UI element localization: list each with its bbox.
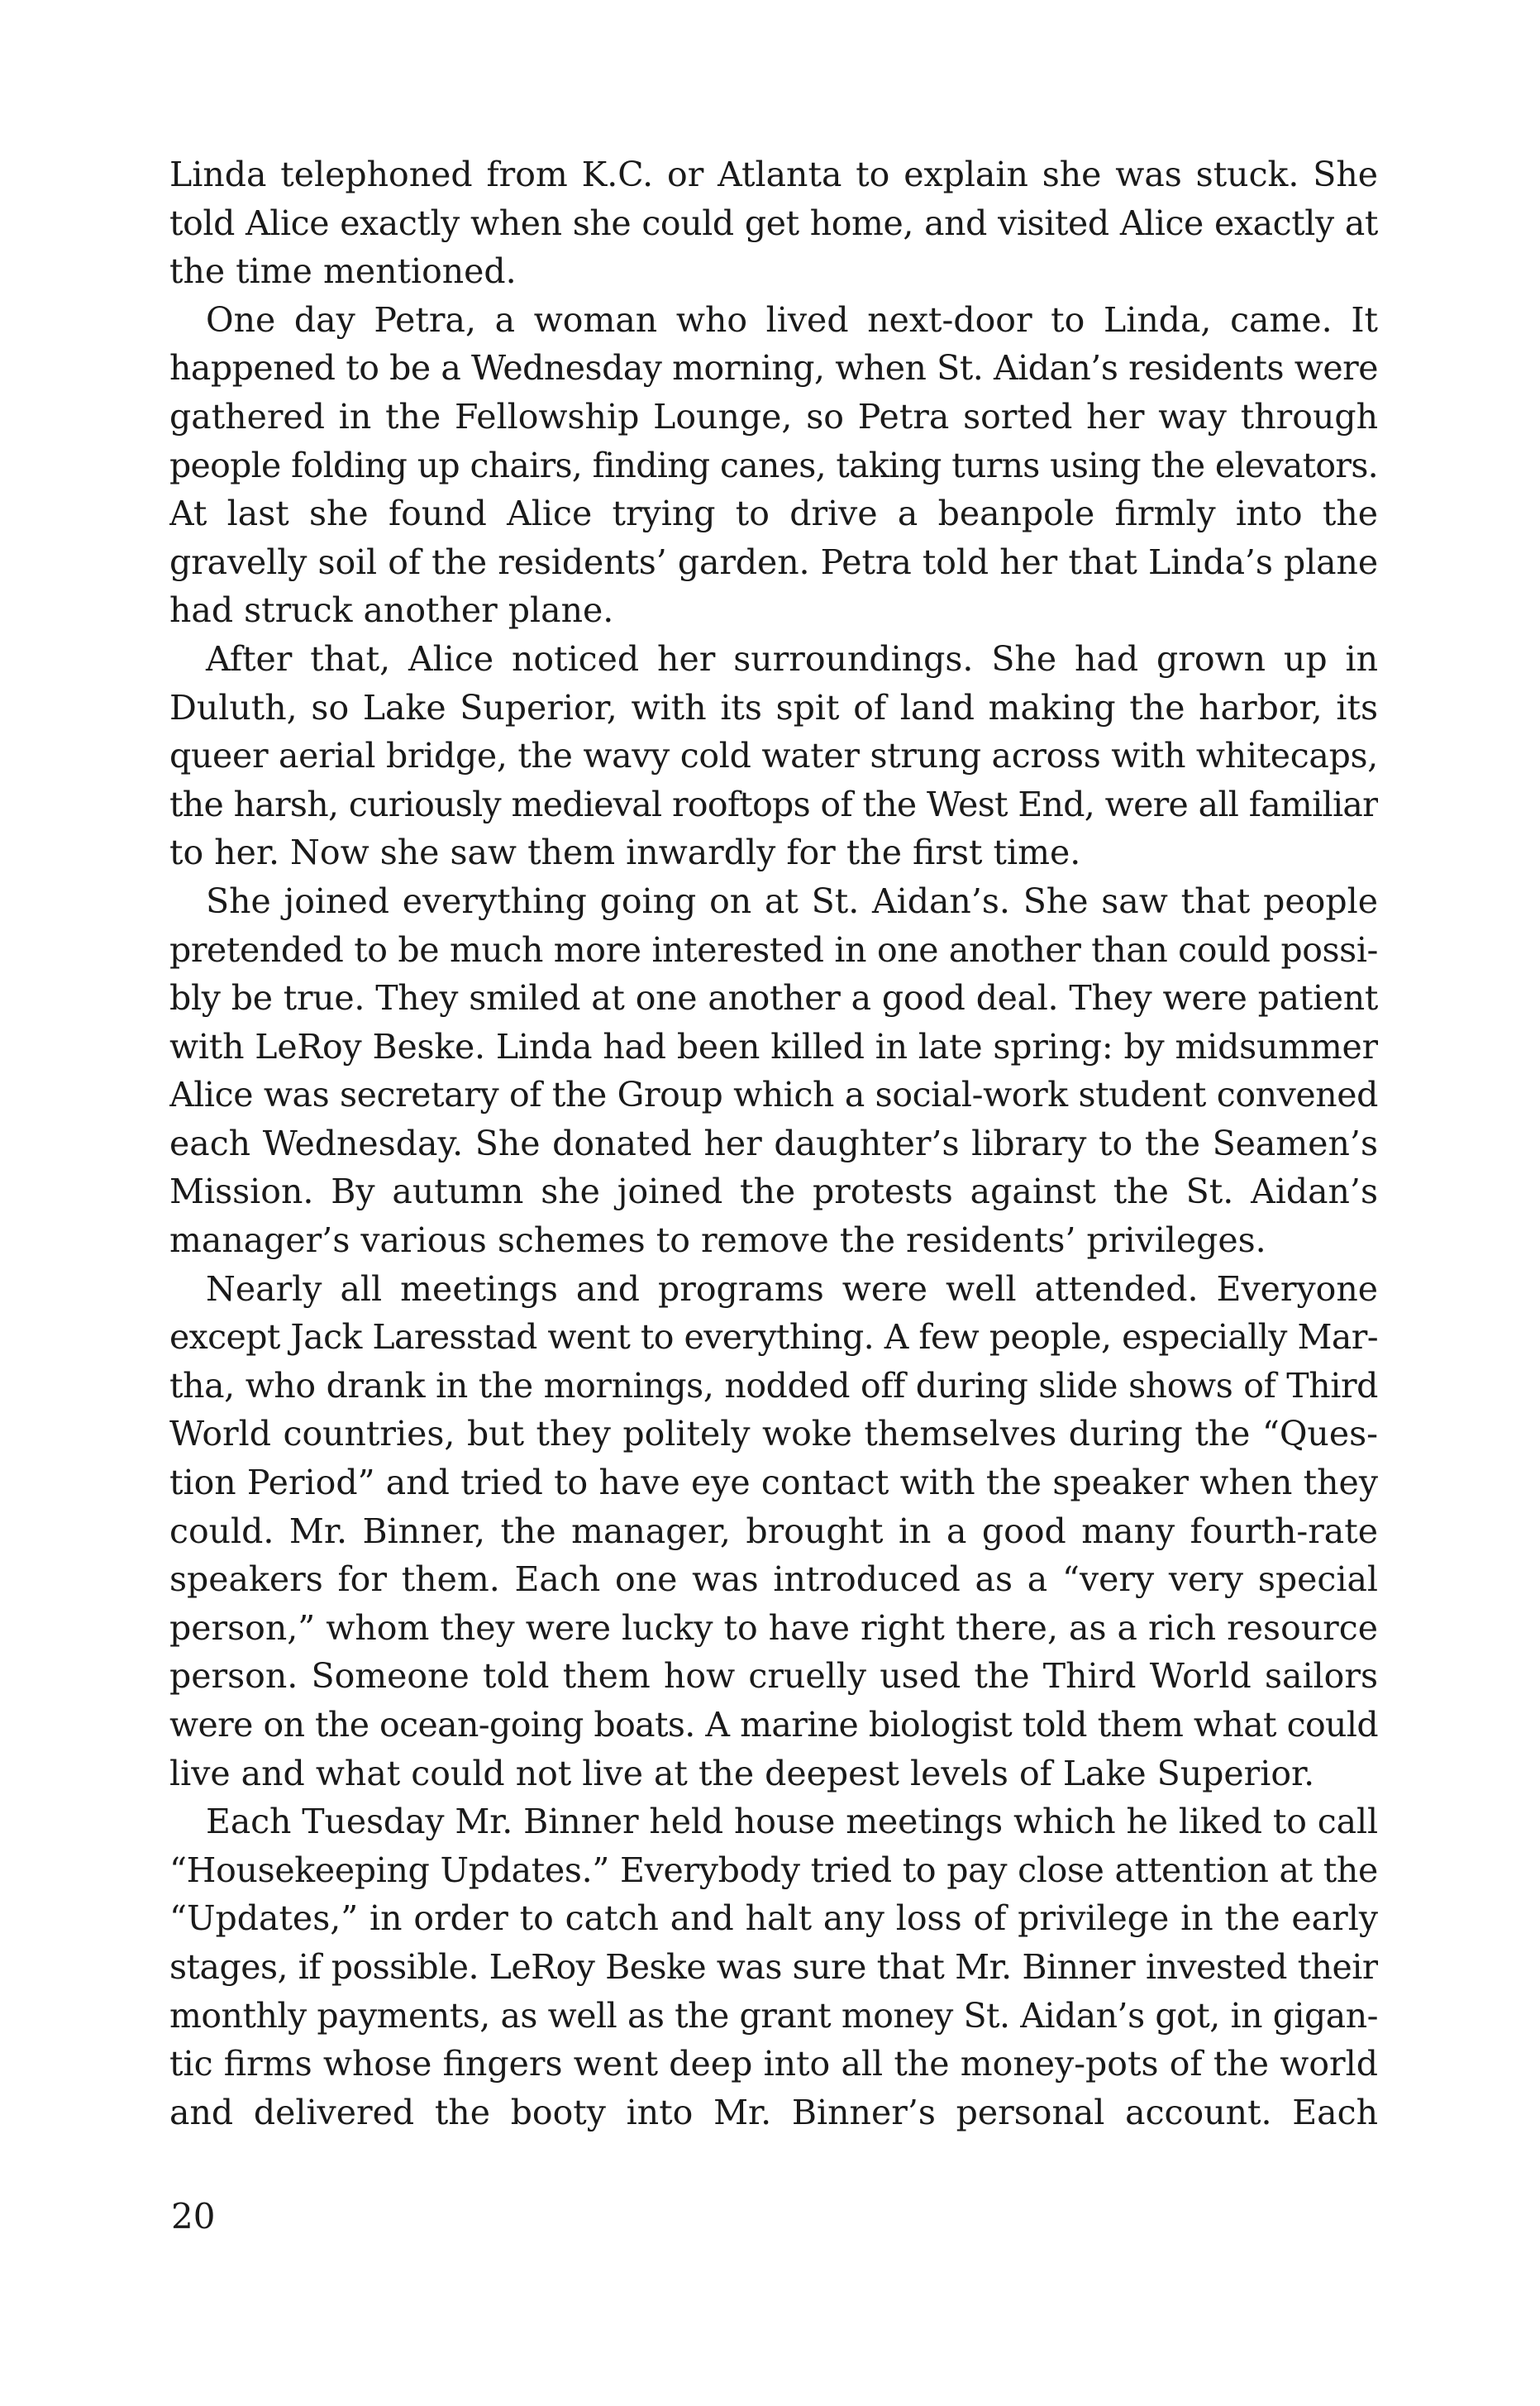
text-line: could. Mr. Binner, the manager, brought in a good many fourth-rate — [169, 1511, 1378, 1551]
text-line: Nearly all meetings and programs were well attended. Everyone — [206, 1268, 1378, 1309]
text-line: stages, if possible. LeRoy Beske was sure that Mr. Binner invested their — [169, 1946, 1378, 1987]
text-line: tha, who drank in the mornings, nodded off during slide shows of Third — [169, 1365, 1378, 1406]
text-line: told Alice exactly when she could get home, and visited Alice exactly at — [169, 203, 1378, 243]
text-line: had struck another plane. — [169, 590, 614, 631]
text-line: Linda telephoned from K.C. or Atlanta to explain she was stuck. She — [169, 155, 1378, 194]
text-line: Mission. By autumn she joined the protests against the St. Aidan’s — [169, 1172, 1378, 1212]
text-line: One day Petra, a woman who lived next-door to Linda, came. It — [206, 299, 1378, 340]
text-line: “Housekeeping Updates.” Everybody tried to pay close attention at the — [169, 1850, 1378, 1890]
text-line: “Updates,” in order to catch and halt any loss of privilege in the early — [169, 1898, 1378, 1939]
text-line: people folding up chairs, finding canes, taking turns using the elevators. — [169, 445, 1378, 485]
text-line: tic firms whose fingers went deep into all the money-pots of the world — [169, 2044, 1378, 2084]
text-line: and delivered the booty into Mr. Binner’s personal account. Each — [169, 2092, 1378, 2132]
text-line: At last she found Alice trying to drive a beanpole firmly into the — [169, 494, 1378, 534]
text-line: live and what could not live at the deepest levels of Lake Superior. — [169, 1753, 1315, 1793]
text-line: Duluth, so Lake Superior, with its spit of land making the harbor, its — [169, 687, 1378, 728]
text-line: happened to be a Wednesday morning, when St. Aidan’s residents were — [169, 348, 1378, 389]
text-line: monthly payments, as well as the grant money St. Aidan’s got, in gigan- — [169, 1995, 1378, 2036]
text-line: After that, Alice noticed her surroundings. She had grown up in — [206, 638, 1378, 679]
text-line: speakers for them. Each one was introduced as a “very very special — [169, 1559, 1378, 1600]
page-number: 20 — [171, 2196, 216, 2237]
text-line: manager’s various schemes to remove the residents’ privileges. — [169, 1220, 1266, 1261]
text-line: person,” whom they were lucky to have right there, as a rich resource — [169, 1607, 1378, 1648]
text-line: pretended to be much more interested in one another than could possi- — [169, 929, 1378, 970]
text-line: gravelly soil of the residents’ garden. Petra told her that Linda’s plane — [169, 542, 1378, 582]
text-line: with LeRoy Beske. Linda had been killed in late spring: by midsummer — [169, 1026, 1378, 1067]
body-text — [169, 150, 1378, 2136]
text-line: the time mentioned. — [169, 251, 517, 292]
text-line: bly be true. They smiled at one another a good deal. They were patient — [169, 978, 1378, 1019]
text-line: the harsh, curiously medieval rooftops of the West End, were all familiar — [169, 784, 1378, 824]
text-line: World countries, but they politely woke themselves during the “Ques- — [169, 1414, 1378, 1454]
text-line: Alice was secretary of the Group which a social-work student convened — [169, 1075, 1378, 1115]
text-line: gathered in the Fellowship Lounge, so Petra sorted her way through — [169, 396, 1378, 437]
text-line: tion Period” and tried to have eye contact with the speaker when they — [169, 1463, 1378, 1503]
text-line: to her. Now she saw them inwardly for the first time. — [169, 833, 1081, 873]
text-line: person. Someone told them how cruelly used the Third World sailors — [169, 1656, 1378, 1697]
text-line: each Wednesday. She donated her daughter’s library to the Seamen’s — [169, 1123, 1378, 1163]
text-line: queer aerial bridge, the wavy cold water strung across with whitecaps, — [169, 736, 1378, 776]
text-line: were on the ocean-going boats. A marine biologist told them what could — [169, 1705, 1378, 1745]
text-line: She joined everything going on at St. Aidan’s. She saw that people — [206, 881, 1378, 921]
text-line: except Jack Laresstad went to everything. A few people, especially Mar- — [169, 1317, 1378, 1358]
text-line: Each Tuesday Mr. Binner held house meetings which he liked to call — [206, 1802, 1378, 1842]
